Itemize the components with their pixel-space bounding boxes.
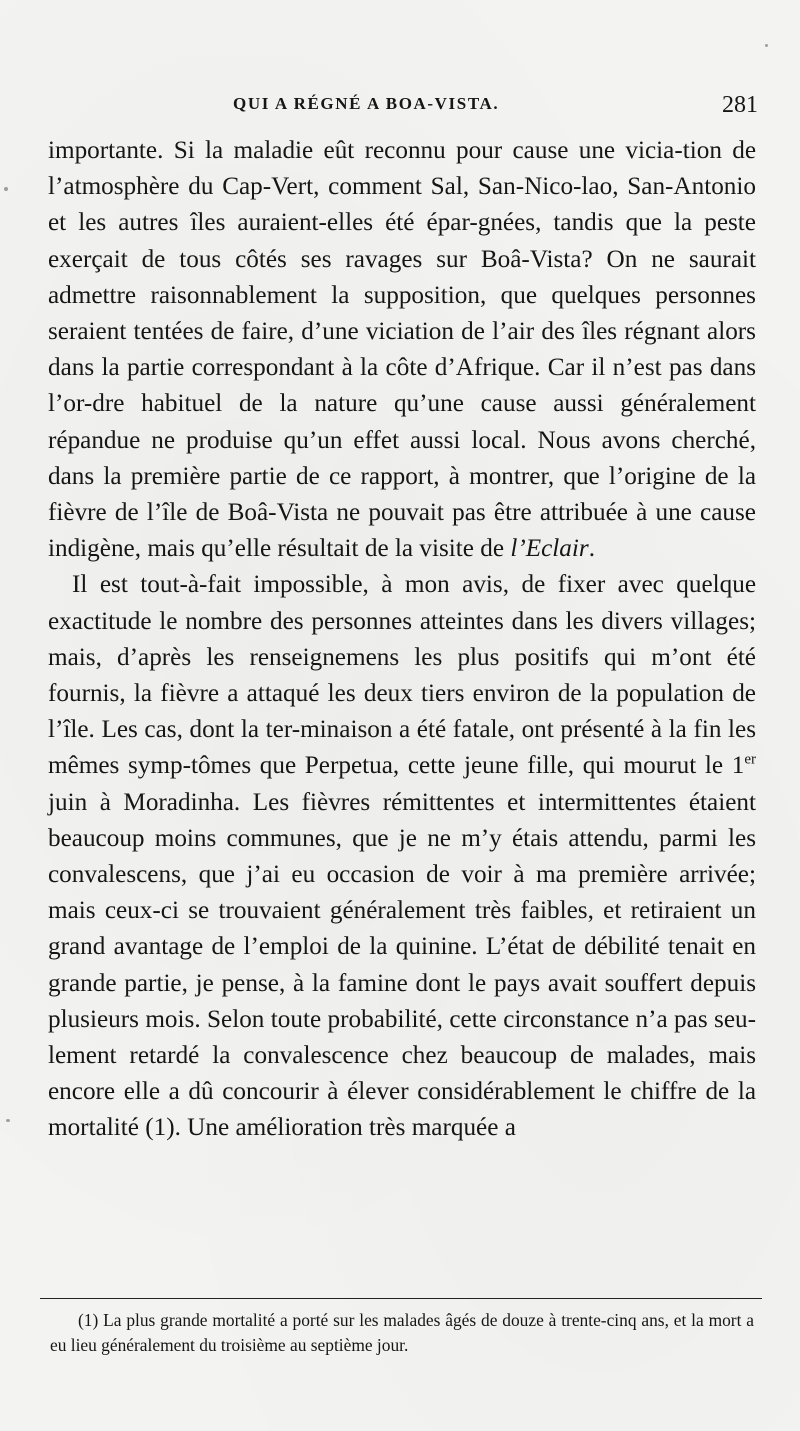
paragraph-1-end: . [588, 535, 595, 563]
paragraph-2 [48, 567, 756, 1146]
footnote-text: La plus grande mortalité a porté sur les malades âgés de douze à trente-cinq ans, et la mort a eu lieu généralement du troisième au septième jour. [50, 1310, 754, 1355]
footnote-rule [40, 1298, 762, 1299]
paragraph-2-text: Il est tout-à-fait impossible, à mon avis, de fixer avec quelque exactitude le nombre des personnes atteintes dans les divers villages; mais, d’après les renseignemens les plus positifs qui m’ont été fournis, la fièvre a attaqué les deux tiers environ de la population de l’île. Les cas, dont la ter-minaison a été fatale, ont présenté à la fin les mêmes symp-tômes que Perpetua, cette jeune fille, qui mourut le 1 [48, 571, 756, 780]
print-speck [4, 187, 8, 191]
footnote [50, 1308, 754, 1358]
page-number: 281 [722, 92, 758, 118]
running-title: QUI A RÉGNÉ A BOA-VISTA. [233, 94, 500, 113]
ship-name-emphasis: l’Eclair [510, 535, 589, 563]
print-speck [765, 44, 768, 47]
print-speck [6, 1119, 10, 1122]
paragraph-1 [48, 133, 756, 567]
footnote-marker: (1) [78, 1310, 99, 1330]
running-head [48, 92, 758, 122]
body-text [48, 133, 756, 1147]
paragraph-2-rest: juin à Moradinha. Les fièvres rémittentes et intermittentes étaient beaucoup moins communes, que je ne m’y étais attendu, parmi les convalescens, que j’ai eu occasion de voir à ma première arrivée; mais ceux-ci se trouvaient généralement très faibles, et retiraient un grand avantage de l’emploi de la quinine. L’état de débilité tenait en grande partie, je pense, à la famine dont le pays avait souffert depuis plusieurs mois. Selon toute probabilité, cette circonstance n’a pas seu-lement retardé la convalescence chez beaucoup de malades, mais encore elle a dû concourir à élever considérablement le chiffre de la mortalité (1). Une amélioration très marquée a [48, 788, 756, 1142]
ordinal-superscript: er [744, 752, 756, 769]
paragraph-1-text: importante. Si la maladie eût reconnu pour cause une vicia-tion de l’atmosphère du Cap-Vert, comment Sal, San-Nico-lao, San-Antonio et les autres îles auraient-elles été épar-gnées, tandis que la peste exerçait de tous côtés ses ravages sur Boâ-Vista? On ne saurait admettre raisonnablement la supposition, que quelques personnes seraient tentées de faire, d’une viciation de l’air des îles régnant alors dans la partie correspondant à la côte d’Afrique. Car il n’est pas dans l’or-dre habituel de la nature qu’une cause aussi généralement répandue ne produise qu’un effet aussi local. Nous avons cherché, dans la première partie de ce rapport, à montrer, que l’origine de la fièvre de l’île de Boâ-Vista ne pouvait pas être attribuée à une cause indigène, mais qu’elle résultait de la visite de [48, 137, 756, 563]
